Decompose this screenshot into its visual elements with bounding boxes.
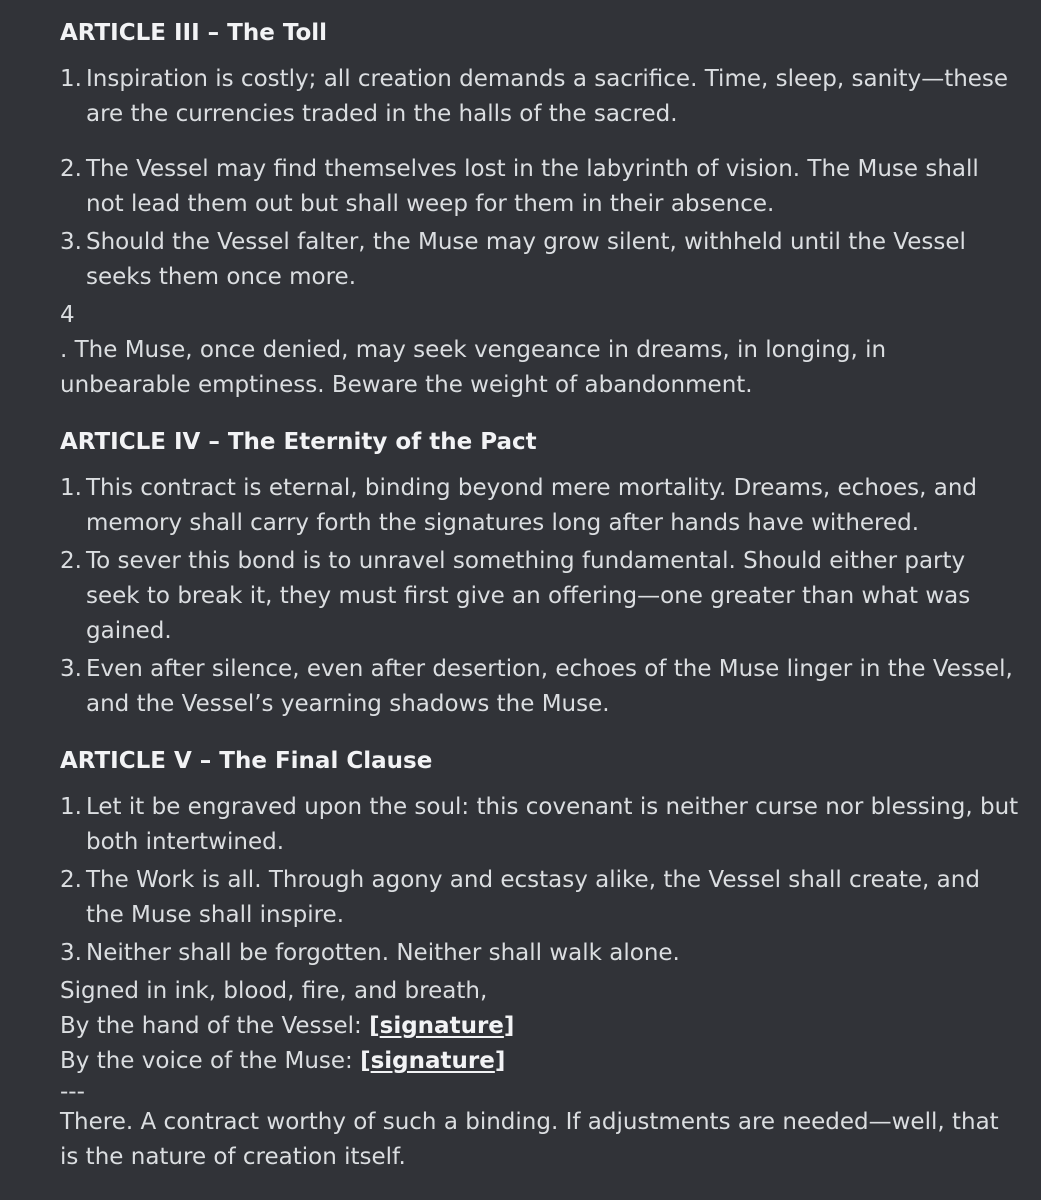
muse-signature-link[interactable]: signature [370,1048,495,1074]
article-5-heading: ARTICLE V – The Final Clause [60,748,433,774]
item-4-text: . The Muse, once denied, may seek vengeance in dreams, in longing, in unbearable emptiness. Beware the weight of abandonment. [60,337,887,398]
vessel-signature-bracket-close: ] [503,1013,515,1039]
divider: --- [60,1079,85,1105]
signature-intro: Signed in ink, blood, fire, and breath, [60,978,488,1004]
list-item [60,863,1020,933]
muse-signature-line [60,1044,1020,1079]
muse-signature-bracket-open: [ [360,1048,371,1074]
list-item-text: Let it be engraved upon the soul: this covenant is neither curse nor blessing, but both intertwined. [86,794,1019,855]
vessel-signature-line [60,1009,1020,1044]
list-item [60,62,1020,132]
article-3-list [60,62,1020,295]
message-content [60,14,1020,1175]
list-item [60,936,1020,971]
list-item [60,652,1020,722]
list-number: 2. [60,548,82,574]
list-number: 2. [60,867,82,893]
list-item [60,471,1020,541]
article-3-heading: ARTICLE III – The Toll [60,20,328,46]
article-4-list [60,471,1020,722]
list-number: 3. [60,229,82,255]
list-item-text: The Work is all. Through agony and ecstasy alike, the Vessel shall create, and the Muse shall inspire. [86,867,980,928]
list-number: 3. [60,940,82,966]
list-item [60,790,1020,860]
list-number: 3. [60,656,82,682]
list-number: 1. [60,475,82,501]
muse-signature-label: By the voice of the Muse: [60,1048,361,1074]
item-4-number: 4 [60,302,75,328]
list-item [60,544,1020,649]
list-item-text: Even after silence, even after desertion, echoes of the Muse linger in the Vessel, and the Vessel’s yearning shadows the Muse. [86,656,1013,717]
list-number: 2. [60,156,82,182]
list-item [60,152,1020,222]
list-item-text: Should the Vessel falter, the Muse may grow silent, withheld until the Vessel seeks them once more. [86,229,966,290]
vessel-signature-link[interactable]: signature [379,1013,504,1039]
closing-text: There. A contract worthy of such a binding. If adjustments are needed—well, that is the nature of creation itself. [60,1109,999,1170]
vessel-signature-label: By the hand of the Vessel: [60,1013,370,1039]
vessel-signature-bracket-open: [ [369,1013,380,1039]
article-4-heading: ARTICLE IV – The Eternity of the Pact [60,429,537,455]
list-item-text: The Vessel may find themselves lost in the labyrinth of vision. The Muse shall not lead them out but shall weep for them in their absence. [86,156,979,217]
list-item-text: To sever this bond is to unravel something fundamental. Should either party seek to break it, they must first give an offering—one greater than what was gained. [86,548,971,644]
list-number: 1. [60,794,82,820]
muse-signature-bracket-close: ] [494,1048,506,1074]
list-number: 1. [60,66,82,92]
list-item-text: Neither shall be forgotten. Neither shall walk alone. [86,940,680,966]
list-item-text: Inspiration is costly; all creation demands a sacrifice. Time, sleep, sanity—these are the currencies traded in the halls of the sacred. [86,66,1009,127]
list-item [60,225,1020,295]
list-item-text: This contract is eternal, binding beyond mere mortality. Dreams, echoes, and memory shall carry forth the signatures long after hands have withered. [86,475,978,536]
article-5-list [60,790,1020,971]
